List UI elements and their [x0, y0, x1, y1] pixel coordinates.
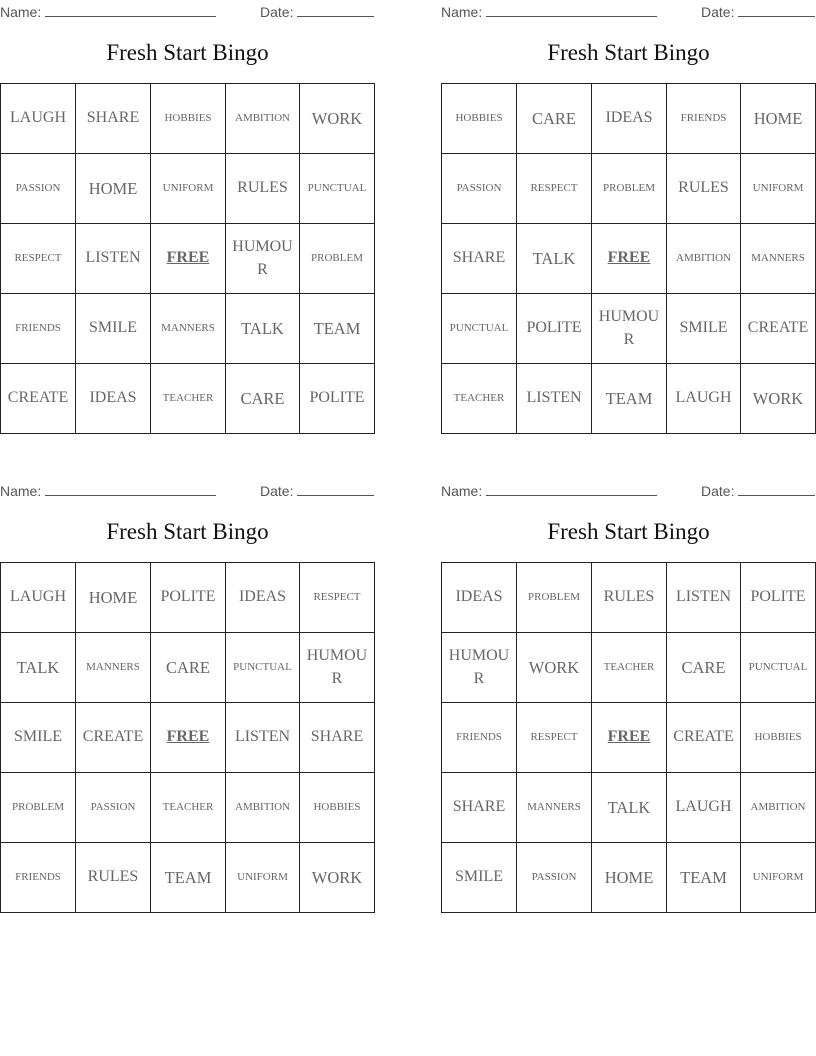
bingo-cell[interactable]: PUNCTUAL [300, 154, 375, 224]
free-space[interactable]: FREE [151, 224, 226, 294]
bingo-grid [0, 83, 375, 434]
bingo-cell[interactable]: SMILE [76, 294, 151, 364]
bingo-cell[interactable]: IDEAS [76, 364, 151, 434]
bingo-cell[interactable]: AMBITION [226, 84, 300, 154]
bingo-cell[interactable]: TALK [226, 294, 300, 364]
bingo-cell[interactable]: PASSION [76, 773, 151, 843]
bingo-cell[interactable]: HOBBIES [442, 84, 517, 154]
bingo-cell[interactable]: POLITE [741, 563, 816, 633]
bingo-cell[interactable]: TEACHER [151, 364, 226, 434]
name-label: Name: [0, 4, 42, 20]
bingo-cell[interactable]: HUMOUR [442, 633, 517, 703]
bingo-cell[interactable]: SHARE [300, 703, 375, 773]
bingo-cell[interactable]: WORK [300, 843, 375, 913]
card-title: Fresh Start Bingo [106, 40, 269, 65]
bingo-cell[interactable]: POLITE [151, 563, 226, 633]
bingo-cell[interactable]: PROBLEM [592, 154, 667, 224]
bingo-cell[interactable]: LISTEN [667, 563, 741, 633]
card-title: Fresh Start Bingo [547, 40, 710, 65]
card-header [0, 479, 375, 501]
name-line [45, 481, 216, 496]
name-label: Name: [0, 483, 42, 499]
bingo-cell[interactable]: FRIENDS [1, 843, 76, 913]
date-line [297, 481, 374, 496]
bingo-cell[interactable]: CREATE [667, 703, 741, 773]
date-label: Date: [260, 483, 294, 499]
card-title: Fresh Start Bingo [547, 519, 710, 544]
name-line [486, 481, 657, 496]
bingo-cell[interactable]: RESPECT [1, 224, 76, 294]
bingo-cell[interactable]: PROBLEM [517, 563, 592, 633]
bingo-cell[interactable]: TALK [517, 224, 592, 294]
bingo-cell[interactable]: HOBBIES [151, 84, 226, 154]
bingo-cell[interactable]: WORK [300, 84, 375, 154]
bingo-cell[interactable]: AMBITION [741, 773, 816, 843]
date-label: Date: [701, 483, 735, 499]
date-label: Date: [260, 4, 294, 20]
date-field[interactable] [260, 481, 374, 499]
bingo-cell[interactable]: SMILE [442, 843, 517, 913]
bingo-cell[interactable]: FRIENDS [667, 84, 741, 154]
bingo-cell[interactable]: SMILE [667, 294, 741, 364]
bingo-cell[interactable]: HUMOUR [592, 294, 667, 364]
date-field[interactable] [701, 481, 815, 499]
name-field[interactable] [441, 481, 657, 499]
bingo-cell[interactable]: PROBLEM [300, 224, 375, 294]
name-line [45, 2, 216, 17]
date-line [738, 2, 815, 17]
bingo-cell[interactable]: PASSION [517, 843, 592, 913]
bingo-cell[interactable]: HOBBIES [741, 703, 816, 773]
bingo-cell[interactable]: RULES [667, 154, 741, 224]
bingo-cell[interactable]: UNIFORM [151, 154, 226, 224]
bingo-cell[interactable]: HOME [76, 154, 151, 224]
bingo-grid [441, 83, 816, 434]
bingo-cell[interactable]: FRIENDS [442, 703, 517, 773]
bingo-cell[interactable]: CREATE [741, 294, 816, 364]
bingo-cell[interactable]: WORK [517, 633, 592, 703]
bingo-cell[interactable]: PUNCTUAL [741, 633, 816, 703]
card-header [0, 0, 375, 22]
bingo-cell[interactable]: SHARE [76, 84, 151, 154]
name-field[interactable] [441, 2, 657, 20]
bingo-cell[interactable]: LAUGH [667, 773, 741, 843]
bingo-cell[interactable]: LAUGH [1, 563, 76, 633]
free-space[interactable]: FREE [592, 224, 667, 294]
bingo-cell[interactable]: CARE [667, 633, 741, 703]
date-field[interactable] [701, 2, 815, 20]
name-field[interactable] [0, 2, 216, 20]
bingo-cell[interactable]: SHARE [442, 224, 517, 294]
bingo-cell[interactable]: HOME [592, 843, 667, 913]
bingo-cell[interactable]: LAUGH [1, 84, 76, 154]
date-field[interactable] [260, 2, 374, 20]
bingo-cell[interactable]: TEAM [667, 843, 741, 913]
bingo-cell[interactable]: PASSION [442, 154, 517, 224]
bingo-cell[interactable]: TEACHER [592, 633, 667, 703]
bingo-cell[interactable]: HUMOUR [226, 224, 300, 294]
date-line [738, 481, 815, 496]
bingo-cell[interactable]: CARE [226, 364, 300, 434]
bingo-cell[interactable]: POLITE [517, 294, 592, 364]
bingo-cell[interactable]: MANNERS [741, 224, 816, 294]
bingo-cell[interactable]: LISTEN [517, 364, 592, 434]
name-line [486, 2, 657, 17]
bingo-cell[interactable]: HUMOUR [300, 633, 375, 703]
bingo-cell[interactable]: POLITE [300, 364, 375, 434]
bingo-cell[interactable]: RULES [76, 843, 151, 913]
bingo-grid [441, 562, 816, 913]
bingo-cell[interactable]: TEAM [300, 294, 375, 364]
bingo-cell[interactable]: PASSION [1, 154, 76, 224]
bingo-cell[interactable]: HOME [76, 563, 151, 633]
bingo-cell[interactable]: IDEAS [442, 563, 517, 633]
free-space[interactable]: FREE [592, 703, 667, 773]
bingo-cell[interactable]: TEACHER [442, 364, 517, 434]
bingo-cell[interactable]: PUNCTUAL [226, 633, 300, 703]
date-line [297, 2, 374, 17]
bingo-cell[interactable]: CREATE [76, 703, 151, 773]
bingo-cell[interactable]: LISTEN [226, 703, 300, 773]
bingo-cell[interactable]: UNIFORM [226, 843, 300, 913]
bingo-cell[interactable]: IDEAS [592, 84, 667, 154]
bingo-cell[interactable]: HOBBIES [300, 773, 375, 843]
bingo-cell[interactable]: UNIFORM [741, 154, 816, 224]
bingo-grid [0, 562, 375, 913]
bingo-cell[interactable]: RULES [226, 154, 300, 224]
name-field[interactable] [0, 481, 216, 499]
bingo-cell[interactable]: MANNERS [151, 294, 226, 364]
bingo-cell[interactable]: TEAM [151, 843, 226, 913]
bingo-cell[interactable]: TALK [592, 773, 667, 843]
bingo-cell[interactable]: AMBITION [226, 773, 300, 843]
bingo-cell[interactable]: TEAM [592, 364, 667, 434]
bingo-cell[interactable]: SMILE [1, 703, 76, 773]
bingo-cell[interactable]: AMBITION [667, 224, 741, 294]
bingo-cell[interactable]: HOME [741, 84, 816, 154]
bingo-cell[interactable]: RESPECT [517, 703, 592, 773]
bingo-cell[interactable]: LISTEN [76, 224, 151, 294]
bingo-cell[interactable]: CARE [151, 633, 226, 703]
name-label: Name: [441, 483, 483, 499]
bingo-cell[interactable]: LAUGH [667, 364, 741, 434]
bingo-cell[interactable]: FRIENDS [1, 294, 76, 364]
name-label: Name: [441, 4, 483, 20]
bingo-cell[interactable]: WORK [741, 364, 816, 434]
bingo-cell[interactable]: CREATE [1, 364, 76, 434]
card-header [441, 479, 816, 501]
bingo-cell[interactable]: TALK [1, 633, 76, 703]
bingo-cell[interactable]: RULES [592, 563, 667, 633]
bingo-cell[interactable]: IDEAS [226, 563, 300, 633]
bingo-cell[interactable]: PROBLEM [1, 773, 76, 843]
card-header [441, 0, 816, 22]
date-label: Date: [701, 4, 735, 20]
bingo-cell[interactable]: SHARE [442, 773, 517, 843]
free-space[interactable]: FREE [151, 703, 226, 773]
bingo-cell[interactable]: MANNERS [76, 633, 151, 703]
bingo-cell[interactable]: TEACHER [151, 773, 226, 843]
bingo-cell[interactable]: UNIFORM [741, 843, 816, 913]
bingo-cell[interactable]: MANNERS [517, 773, 592, 843]
bingo-cell[interactable]: CARE [517, 84, 592, 154]
bingo-cell[interactable]: RESPECT [517, 154, 592, 224]
card-title: Fresh Start Bingo [106, 519, 269, 544]
bingo-cell[interactable]: RESPECT [300, 563, 375, 633]
bingo-cell[interactable]: PUNCTUAL [442, 294, 517, 364]
